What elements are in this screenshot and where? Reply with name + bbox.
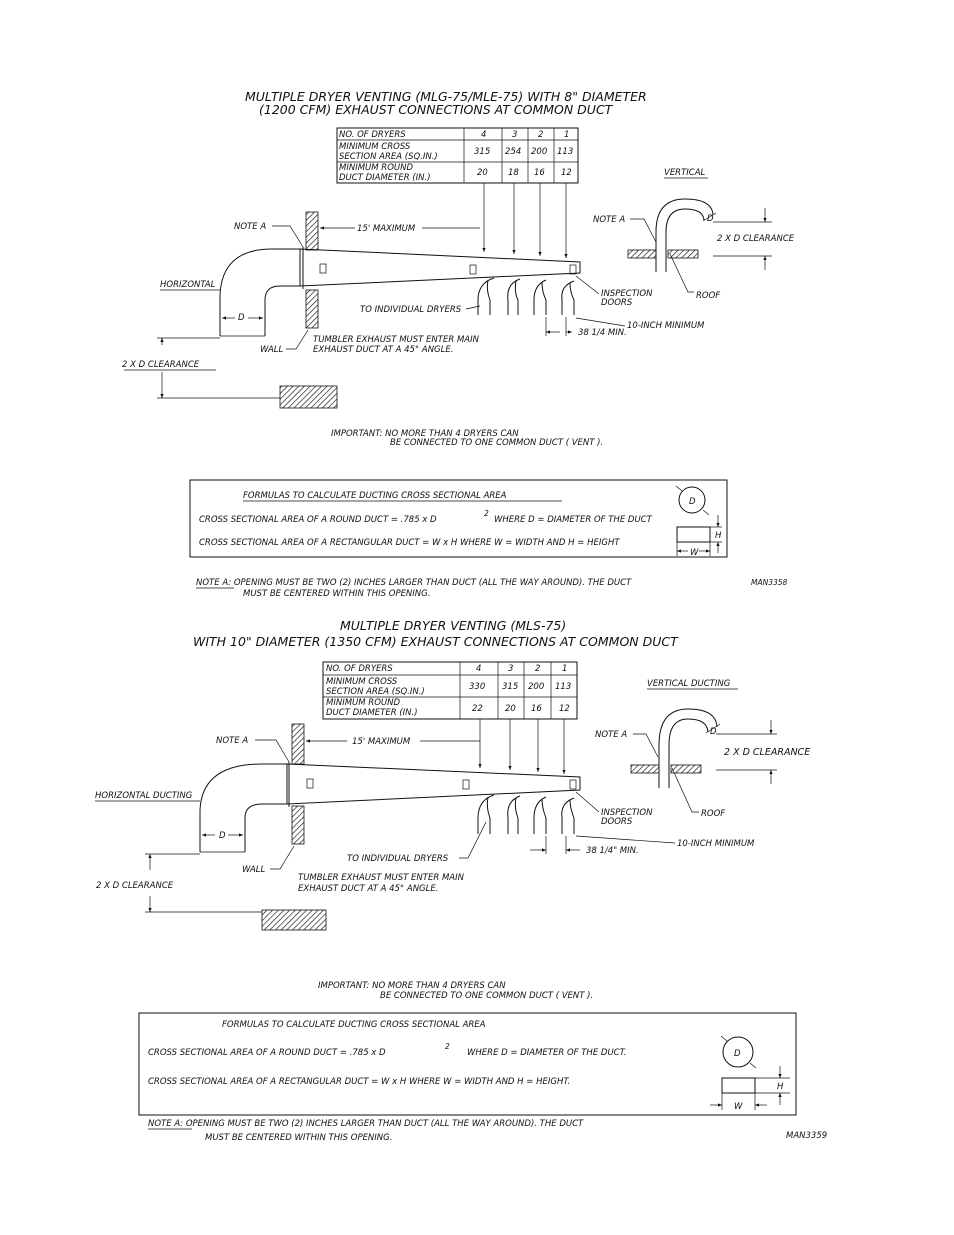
top-row-label: MINIMUM ROUND: [339, 163, 414, 173]
bottom-table-cell: 1: [562, 664, 568, 674]
bottom-formula-round: CROSS SECTIONAL AREA OF A ROUND DUCT = .785 x D: [148, 1048, 386, 1058]
bottom-table-cell: 200: [528, 682, 545, 692]
bottom-table-cell: 2: [535, 664, 541, 674]
bottom-clearance-left: 2 X D CLEARANCE: [96, 881, 174, 891]
top-rect-duct-symbol: [677, 527, 710, 542]
top-table-cell: 4: [481, 130, 487, 140]
bottom-formula-round-tail: WHERE D = DIAMETER OF THE DUCT.: [467, 1048, 627, 1058]
bottom-clearance-right: 2 X D CLEARANCE: [724, 747, 811, 758]
bottom-max-15-label: 15' MAXIMUM: [352, 737, 411, 747]
top-formula-round-tail: WHERE D = DIAMETER OF THE DUCT: [494, 515, 652, 525]
bottom-table-cell: 3: [508, 664, 514, 674]
top-ten-inch-label: 10-INCH MINIMUM: [627, 321, 705, 331]
top-h-symbol: H: [715, 531, 722, 541]
top-tumbler-2: EXHAUST DUCT AT A 45° ANGLE.: [313, 345, 454, 355]
bottom-dryer-table: [323, 662, 577, 719]
bottom-row-label: NO. OF DRYERS: [326, 664, 393, 674]
bottom-formula-rect: CROSS SECTIONAL AREA OF A RECTANGULAR DUCT = W x H WHERE W = WIDTH AND H = HEIGHT.: [148, 1077, 571, 1087]
top-wall-upper: [306, 212, 318, 250]
bottom-table-cell: 113: [555, 682, 572, 692]
bottom-table-cell: 20: [505, 704, 516, 714]
top-dryer-table: [337, 128, 578, 183]
top-table-cell: 16: [534, 168, 545, 178]
top-row-label: SECTION AREA (SQ.IN.): [339, 152, 438, 162]
bottom-tumbler-2: EXHAUST DUCT AT A 45° ANGLE.: [298, 884, 439, 894]
bottom-formulas-heading: FORMULAS TO CALCULATE DUCTING CROSS SECTIONAL AREA: [222, 1020, 486, 1030]
top-vertical-gooseneck: [656, 199, 713, 272]
bottom-inspection-2: DOORS: [601, 817, 633, 827]
bottom-important-2: BE CONNECTED TO ONE COMMON DUCT ( VENT ).: [380, 991, 594, 1001]
top-table-cell: 254: [505, 147, 522, 157]
bottom-roof-right: [671, 765, 701, 773]
bottom-rect-duct-symbol: [722, 1078, 755, 1093]
bottom-ground-hatch: [262, 910, 326, 930]
top-note-a-line2: MUST BE CENTERED WITHIN THIS OPENING.: [243, 589, 431, 599]
bottom-title-line2: WITH 10" DIAMETER (1350 CFM) EXHAUST CONNECTIONS AT COMMON DUCT: [193, 634, 678, 649]
bottom-d-symbol: D: [734, 1049, 741, 1059]
bottom-dryer-connectors: [478, 795, 574, 834]
top-table-cell: 315: [474, 147, 491, 157]
top-formula-rect: CROSS SECTIONAL AREA OF A RECTANGULAR DUCT = W x H WHERE W = WIDTH AND H = HEIGHT: [199, 538, 620, 548]
bottom-row-label: MINIMUM CROSS: [326, 677, 398, 687]
top-wall-label: WALL: [260, 345, 284, 355]
top-main-duct: [300, 249, 580, 286]
top-min-38-label: 38 1/4 MIN.: [578, 328, 627, 338]
top-d-right: D: [707, 214, 714, 224]
top-roof-left: [628, 250, 656, 258]
bottom-tumbler-1: TUMBLER EXHAUST MUST ENTER MAIN: [298, 873, 464, 883]
top-max-15-label: 15' MAXIMUM: [357, 224, 416, 234]
bottom-wall-label: WALL: [242, 865, 266, 875]
top-formulas-box: [190, 480, 727, 558]
top-note-a-line1: NOTE A: OPENING MUST BE TWO (2) INCHES LARGER THAN DUCT (ALL THE WAY AROUND). THE DUCT: [196, 578, 632, 588]
top-d-left: D: [238, 313, 245, 323]
top-title-line1: MULTIPLE DRYER VENTING (MLG-75/MLE-75) WITH 8" DIAMETER: [245, 89, 647, 104]
bottom-wall-upper: [292, 724, 304, 764]
top-table-cell: 113: [557, 147, 574, 157]
bottom-table-cell: 330: [469, 682, 486, 692]
bottom-note-a-line1: NOTE A: OPENING MUST BE TWO (2) INCHES LARGER THAN DUCT (ALL THE WAY AROUND). THE DUCT: [148, 1119, 584, 1129]
top-wall-lower: [306, 290, 318, 328]
top-clearance-right: 2 X D CLEARANCE: [717, 234, 795, 244]
top-table-cell: 18: [508, 168, 519, 178]
bottom-vertical-label: VERTICAL DUCTING: [647, 679, 731, 689]
top-table-cell: 1: [564, 130, 570, 140]
bottom-title-line1: MULTIPLE DRYER VENTING (MLS-75): [340, 618, 567, 633]
bottom-row-label: DUCT DIAMETER (IN.): [326, 708, 418, 718]
top-table-cell: 12: [561, 168, 572, 178]
bottom-row-label: MINIMUM ROUND: [326, 698, 401, 708]
diagram-top: [122, 89, 795, 599]
top-roof-label: ROOF: [696, 291, 721, 301]
bottom-note-a-line2: MUST BE CENTERED WITHIN THIS OPENING.: [205, 1133, 393, 1143]
top-left-elbow: [220, 249, 300, 336]
top-clearance-left: 2 X D CLEARANCE: [122, 360, 200, 370]
bottom-min-38-label: 38 1/4" MIN.: [586, 846, 639, 856]
bottom-to-dryers-label: TO INDIVIDUAL DRYERS: [347, 854, 449, 864]
bottom-d-right: D: [710, 727, 717, 737]
bottom-d-left: D: [219, 831, 226, 841]
bottom-table-cell: 22: [472, 704, 483, 714]
bottom-table-cell: 315: [502, 682, 519, 692]
bottom-table-cell: 16: [531, 704, 542, 714]
top-row-label: MINIMUM CROSS: [339, 142, 411, 152]
bottom-roof-left: [631, 765, 659, 773]
top-ref-code: MAN3358: [751, 578, 788, 587]
bottom-h-symbol: H: [777, 1082, 784, 1092]
top-important-1: IMPORTANT: NO MORE THAN 4 DRYERS CAN: [331, 429, 519, 439]
diagram-bottom: [95, 618, 827, 1143]
top-table-cell: 20: [477, 168, 488, 178]
bottom-note-a-label: NOTE A: [216, 736, 249, 746]
bottom-row-label: SECTION AREA (SQ.IN.): [326, 687, 425, 697]
top-ground-hatch: [280, 386, 337, 408]
top-roof-right: [668, 250, 698, 258]
top-table-cell: 3: [512, 130, 518, 140]
bottom-formulas-box: [139, 1013, 796, 1115]
top-row-label: NO. OF DRYERS: [339, 130, 406, 140]
bottom-inspection-1: INSPECTION: [601, 808, 653, 818]
bottom-vertical-gooseneck: [659, 709, 717, 788]
bottom-formula-round-sup: 2: [445, 1042, 450, 1051]
top-horizontal-label: HORIZONTAL: [160, 280, 216, 290]
bottom-note-a-right: NOTE A: [595, 730, 628, 740]
bottom-horizontal-label: HORIZONTAL DUCTING: [95, 791, 193, 801]
top-title-line2: (1200 CFM) EXHAUST CONNECTIONS AT COMMON DUCT: [259, 102, 613, 117]
top-table-cell: 200: [531, 147, 548, 157]
top-tumbler-1: TUMBLER EXHAUST MUST ENTER MAIN: [313, 335, 479, 345]
bottom-w-symbol: W: [734, 1102, 743, 1112]
bottom-ref-code: MAN3359: [786, 1131, 828, 1141]
bottom-important-1: IMPORTANT: NO MORE THAN 4 DRYERS CAN: [318, 981, 506, 991]
top-vertical-label: VERTICAL: [664, 168, 706, 178]
top-formula-round: CROSS SECTIONAL AREA OF A ROUND DUCT = .785 x D: [199, 515, 437, 525]
top-dryer-connectors: [478, 278, 574, 315]
top-note-a-label: NOTE A: [234, 222, 267, 232]
bottom-main-duct: [287, 764, 580, 804]
top-table-cell: 2: [538, 130, 544, 140]
bottom-table-cell: 12: [559, 704, 570, 714]
bottom-wall-lower: [292, 806, 304, 844]
top-inspection-1: INSPECTION: [601, 289, 653, 299]
bottom-roof-label: ROOF: [701, 809, 726, 819]
top-formulas-heading: FORMULAS TO CALCULATE DUCTING CROSS SECTIONAL AREA: [243, 491, 507, 501]
top-inspection-2: DOORS: [601, 298, 633, 308]
top-to-dryers-label: TO INDIVIDUAL DRYERS: [360, 305, 462, 315]
bottom-table-cell: 4: [476, 664, 482, 674]
bottom-ten-inch-label: 10-INCH MINIMUM: [677, 839, 755, 849]
top-important-2: BE CONNECTED TO ONE COMMON DUCT ( VENT ).: [390, 438, 604, 448]
top-w-symbol: W: [690, 548, 699, 558]
bottom-left-elbow: [200, 764, 287, 852]
top-formula-round-sup: 2: [484, 509, 489, 518]
top-d-symbol: D: [689, 497, 696, 507]
top-note-a-right: NOTE A: [593, 215, 626, 225]
top-row-label: DUCT DIAMETER (IN.): [339, 173, 431, 183]
